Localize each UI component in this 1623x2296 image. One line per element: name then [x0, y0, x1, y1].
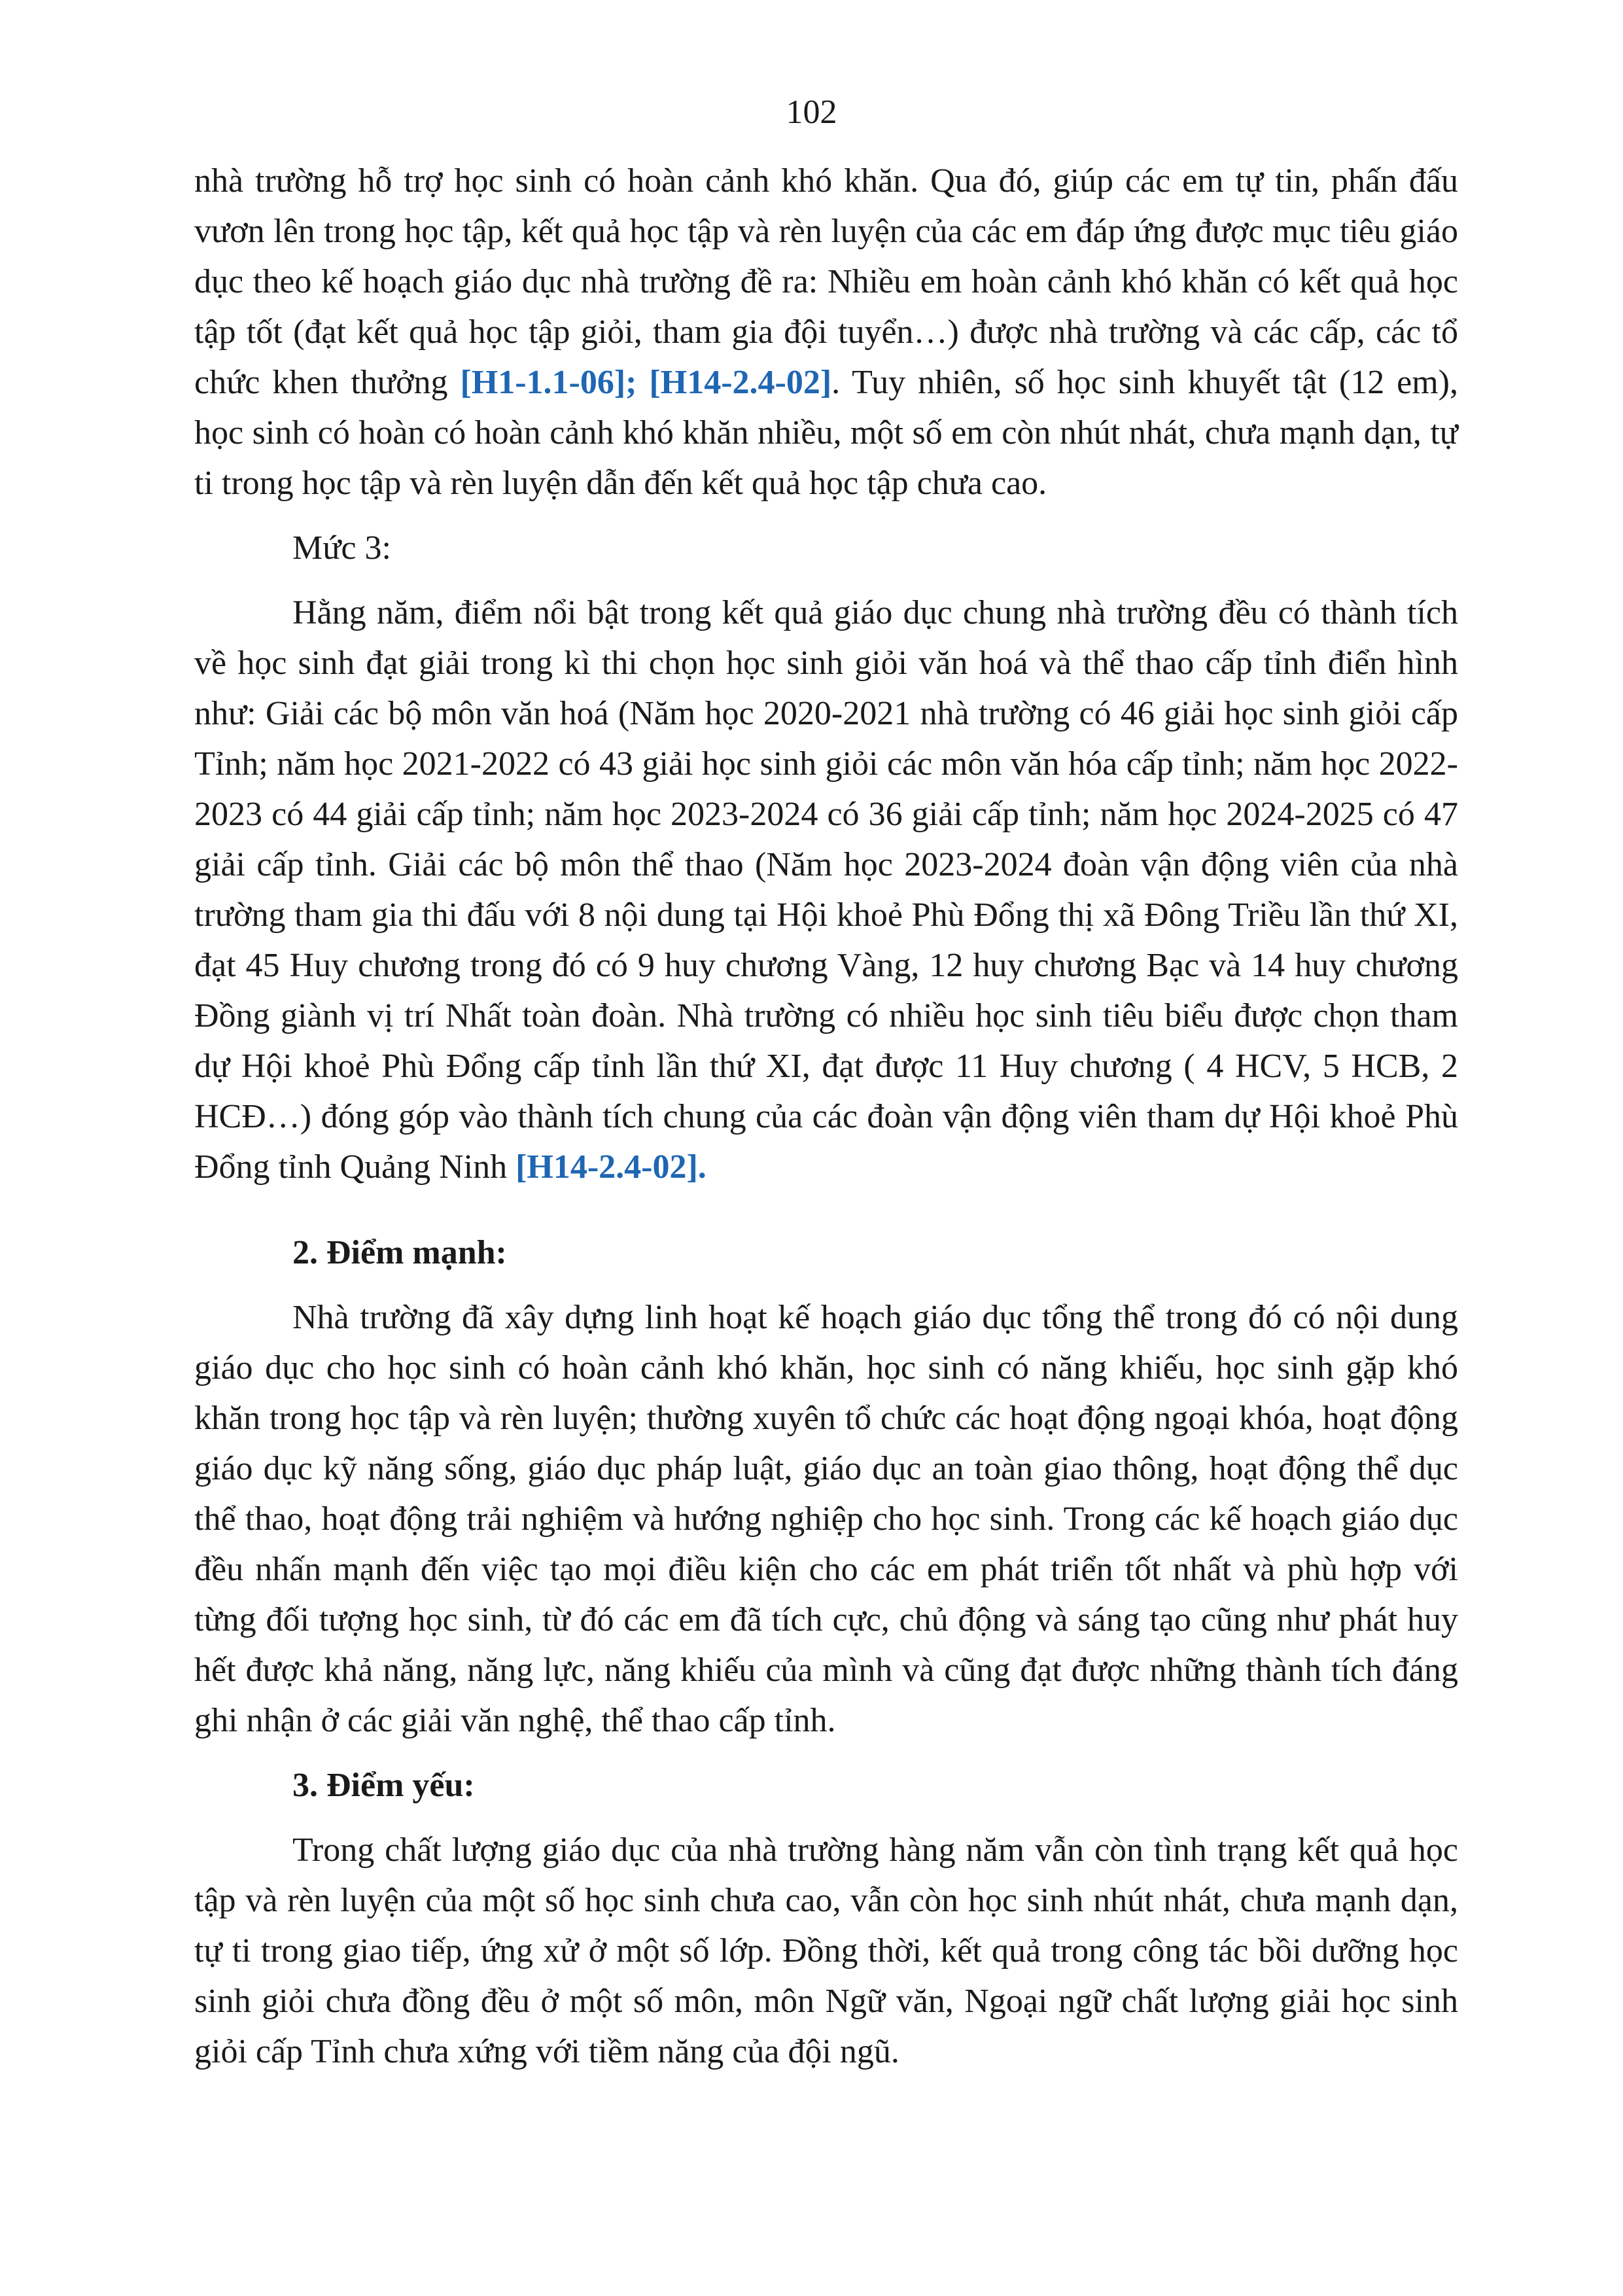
paragraph-weaknesses: Trong chất lượng giáo dục của nhà trường hàng năm vẫn còn tình trạng kết quả học tập và rèn luyện của một số học sinh chưa cao, vẫn còn học sinh nhút nhát, chưa mạnh dạn, tự ti trong giao tiếp, ứng xử ở một số lớp. Đồng thời, kết quả trong công tác bồi dưỡng học sinh giỏi chưa đồng đều ở một số môn, môn Ngữ văn, Ngoại ngữ chất lượng giải học sinh giỏi cấp Tỉnh chưa xứng với tiềm năng của đội ngũ.: [194, 1831, 1458, 2070]
paragraph-text: . Tuy nhiên, số học sinh khuyết tật (12 em), học sinh có hoàn có hoàn cảnh khó khăn nhiều, một số em còn nhút nhát, chưa mạnh dạn, tự ti trong học tập và rèn luyện dẫn đến kết quả học tập chưa cao.: [194, 364, 1458, 502]
paragraph-text: Hằng năm, điểm nổi bật trong kết quả giáo dục chung nhà trường đều có thành tích về học sinh đạt giải trong kì thi chọn học sinh giỏi văn hoá và thể thao cấp tỉnh điển hình như: Giải các bộ môn văn hoá (Năm học 2020-2021 nhà trường có 46 giải học sinh giỏi cấp Tỉnh; năm học 2021-2022 có 43 giải học sinh giỏi các môn văn hóa cấp tỉnh; năm học 2022-2023 có 44 giải cấp tỉnh; năm học 2023-2024 có 36 giải cấp tỉnh; năm học 2024-2025 có 47 giải cấp tỉnh. Giải các bộ môn thể thao (Năm học 2023-2024 đoàn vận động viên của nhà trường tham gia thi đấu với 8 nội dung tại Hội khoẻ Phù Đổng thị xã Đông Triều lần thứ XI, đạt 45 Huy chương trong đó có 9 huy chương Vàng, 12 huy chương Bạc và 14 huy chương Đồng giành vị trí Nhất toàn đoàn. Nhà trường có nhiều học sinh tiêu biểu được chọn tham dự Hội khoẻ Phù Đổng cấp tỉnh lần thứ XI, đạt được 11 Huy chương ( 4 HCV, 5 HCB, 2 HCĐ…) đóng góp vào thành tích chung của các đoàn vận động viên tham dự Hội khoẻ Phù Đổng tỉnh Quảng Ninh: [194, 594, 1458, 1186]
paragraph-strengths: Nhà trường đã xây dựng linh hoạt kế hoạch giáo dục tổng thể trong đó có nội dung giáo dục cho học sinh có hoàn cảnh khó khăn, học sinh có năng khiếu, học sinh gặp khó khăn trong học tập và rèn luyện; thường xuyên tổ chức các hoạt động ngoại khóa, hoạt động giáo dục kỹ năng sống, giáo dục pháp luật, giáo dục an toàn giao thông, hoạt động thể dục thể thao, hoạt động trải nghiệm và hướng nghiệp cho học sinh. Trong các kế hoạch giáo dục đều nhấn mạnh đến việc tạo mọi điều kiện cho các em phát triển tốt nhất và phù hợp với từng đối tượng học sinh, từ đó các em đã tích cực, chủ động và sáng tạo cũng như phát huy hết được khả năng, năng lực, năng khiếu của mình và cũng đạt được những thành tích đáng ghi nhận ở các giải văn nghệ, thể thao cấp tỉnh.: [194, 1299, 1458, 1739]
evidence-reference[interactable]: [H1-1.1-06]; [H14-2.4-02]: [460, 364, 832, 401]
level-label: Mức 3:: [292, 529, 391, 567]
document-body: [194, 156, 1458, 2091]
paragraph-support-students: [194, 156, 1458, 508]
paragraph-achievements: [194, 588, 1458, 1192]
paragraph-text: nhà trường hỗ trợ học sinh có hoàn cảnh khó khăn. Qua đó, giúp các em tự tin, phấn đấu vươn lên trong học tập, kết quả học tập và rèn luyện của các em đáp ứng được mục tiêu giáo dục theo kế hoạch giáo dục nhà trường đề ra: Nhiều em hoàn cảnh khó khăn có kết quả học tập tốt (đạt kết quả học tập giỏi, tham gia đội tuyển…) được nhà trường và các cấp, các tổ chức khen thưởng: [194, 162, 1458, 401]
section-heading-strengths: 2. Điểm mạnh:: [292, 1234, 507, 1271]
evidence-reference[interactable]: [H14-2.4-02].: [515, 1148, 707, 1186]
page-number: 102: [786, 94, 837, 131]
section-heading-weaknesses: 3. Điểm yếu:: [292, 1767, 475, 1804]
